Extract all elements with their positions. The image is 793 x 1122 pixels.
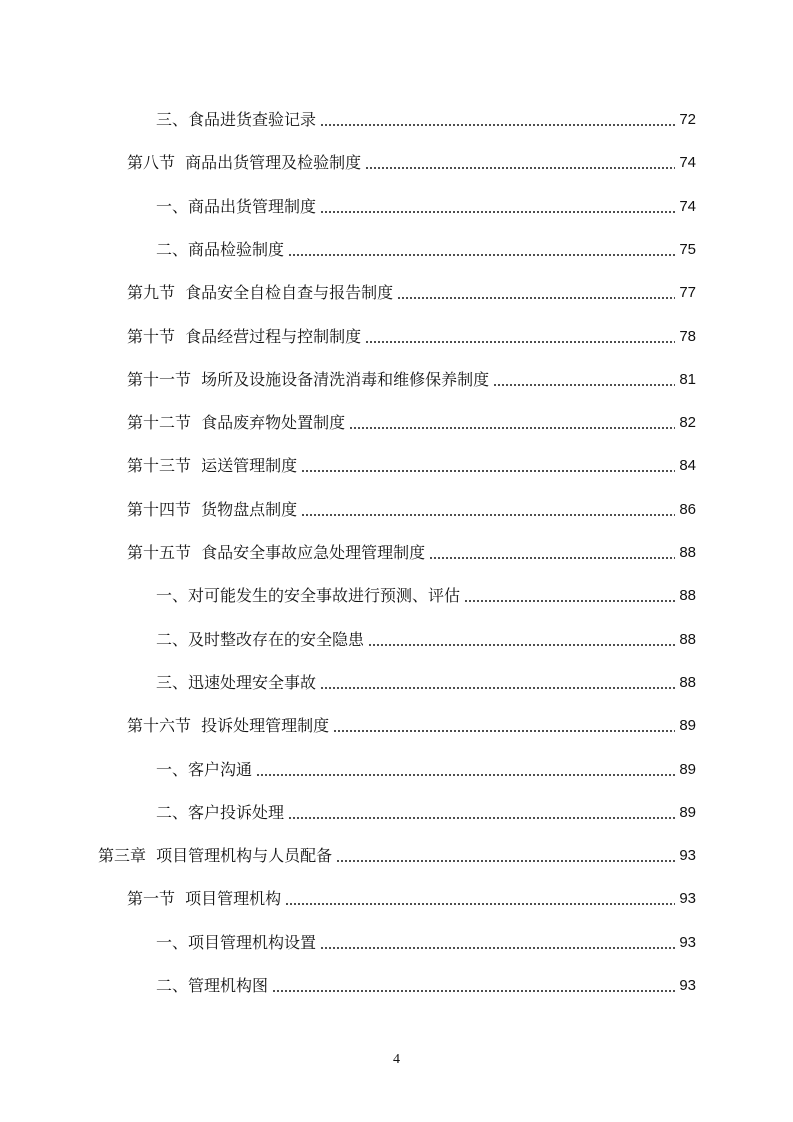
toc-entry-title: 第八节 商品出货管理及检验制度 xyxy=(127,153,362,173)
toc-dot-leader xyxy=(301,470,675,472)
toc-entry-title: 第一节 项目管理机构 xyxy=(127,889,282,909)
toc-dot-leader xyxy=(464,600,675,602)
toc-dot-leader xyxy=(365,167,675,169)
toc-entry-page: 84 xyxy=(679,457,696,475)
toc-entry[interactable] xyxy=(127,273,696,303)
toc-entry-page: 89 xyxy=(679,717,696,735)
toc-entry-page: 75 xyxy=(679,240,696,258)
toc-entry[interactable] xyxy=(156,100,696,130)
toc-entry-page: 93 xyxy=(679,847,696,865)
toc-entry-title: 二、客户投诉处理 xyxy=(156,802,285,822)
toc-entry-page: 89 xyxy=(679,760,696,778)
toc-dot-leader xyxy=(368,644,675,646)
toc-entry-title: 第十三节 运送管理制度 xyxy=(127,456,298,476)
toc-dot-leader xyxy=(429,557,675,559)
toc-entry-page: 89 xyxy=(679,803,696,821)
toc-entry-title: 第十节 食品经营过程与控制制度 xyxy=(127,326,362,346)
toc-entry-title: 一、商品出货管理制度 xyxy=(156,196,317,216)
toc-entry[interactable] xyxy=(156,230,696,260)
toc-entry-page: 93 xyxy=(679,933,696,951)
toc-entry-title: 第十五节 食品安全事故应急处理管理制度 xyxy=(127,543,426,562)
toc-entry-page: 88 xyxy=(679,544,696,561)
toc-entry[interactable] xyxy=(156,923,696,953)
toc-entry[interactable] xyxy=(127,317,696,347)
toc-entry[interactable] xyxy=(127,490,696,520)
toc-entry[interactable] xyxy=(127,360,696,390)
toc-entry[interactable] xyxy=(127,403,696,433)
toc-entry[interactable] xyxy=(127,143,696,173)
toc-entry-page: 93 xyxy=(679,890,696,908)
toc-dot-leader xyxy=(349,427,675,429)
toc-entry[interactable] xyxy=(156,576,696,606)
toc-entry[interactable] xyxy=(156,620,696,650)
page-number: 4 xyxy=(393,1052,400,1067)
toc-entry-page: 93 xyxy=(679,977,696,994)
toc-entry-title: 第十四节 货物盘点制度 xyxy=(127,499,298,519)
toc-entry[interactable] xyxy=(127,879,696,909)
toc-entry[interactable] xyxy=(156,793,696,823)
toc-dot-leader xyxy=(256,774,675,776)
toc-dot-leader xyxy=(320,947,675,949)
toc-entry-title: 一、项目管理机构设置 xyxy=(156,932,317,952)
toc-entry-title: 二、及时整改存在的安全隐患 xyxy=(156,629,365,649)
toc-entry-title: 第十一节 场所及设施设备清洗消毒和维修保养制度 xyxy=(127,369,490,389)
toc-entry-title: 一、客户沟通 xyxy=(156,759,253,779)
toc-entry-page: 77 xyxy=(679,284,696,302)
toc-dot-leader xyxy=(285,903,675,905)
toc-entry[interactable] xyxy=(127,706,696,736)
toc-entry[interactable] xyxy=(156,750,696,780)
toc-dot-leader xyxy=(320,211,675,213)
toc-entry-page: 74 xyxy=(679,197,696,215)
toc-entry-title: 第九节 食品安全自检自查与报告制度 xyxy=(127,283,394,303)
toc-entry-title: 第十二节 食品废弃物处置制度 xyxy=(127,413,346,433)
toc-dot-leader xyxy=(288,817,675,819)
toc-entry[interactable] xyxy=(98,836,696,866)
toc-entry-title: 一、对可能发生的安全事故进行预测、评估 xyxy=(156,586,461,606)
toc-entry-page: 88 xyxy=(679,630,696,648)
toc-entry-title: 三、迅速处理安全事故 xyxy=(156,672,317,692)
toc-entry-title: 第三章 项目管理机构与人员配备 xyxy=(98,846,333,866)
toc-entry[interactable] xyxy=(156,187,696,217)
toc-entry[interactable] xyxy=(156,663,696,693)
toc-dot-leader xyxy=(336,860,675,862)
toc-dot-leader xyxy=(493,384,675,386)
toc-dot-leader xyxy=(397,297,675,299)
toc-entry-page: 72 xyxy=(679,111,696,128)
toc-entry-page: 81 xyxy=(679,370,696,388)
toc-dot-leader xyxy=(272,990,675,992)
toc-entry[interactable] xyxy=(156,966,696,996)
toc-entry-title: 二、管理机构图 xyxy=(156,976,269,995)
toc-entry-page: 88 xyxy=(679,673,696,691)
toc-dot-leader xyxy=(320,687,675,689)
toc-dot-leader xyxy=(320,124,675,126)
toc-dot-leader xyxy=(301,514,675,516)
toc-entry-title: 三、食品进货查验记录 xyxy=(156,110,317,129)
toc-entry-page: 74 xyxy=(679,154,696,172)
toc-dot-leader xyxy=(365,341,675,343)
toc-dot-leader xyxy=(288,254,675,256)
toc-entry-page: 88 xyxy=(679,587,696,605)
toc-entry-title: 第十六节 投诉处理管理制度 xyxy=(127,716,330,736)
toc-entry[interactable] xyxy=(127,446,696,476)
toc-entry-page: 86 xyxy=(679,500,696,518)
toc-dot-leader xyxy=(333,730,675,732)
toc-entry-title: 二、商品检验制度 xyxy=(156,239,285,259)
toc-entry-page: 82 xyxy=(679,414,696,432)
toc-entry[interactable] xyxy=(127,533,696,563)
toc-entry-page: 78 xyxy=(679,327,696,345)
